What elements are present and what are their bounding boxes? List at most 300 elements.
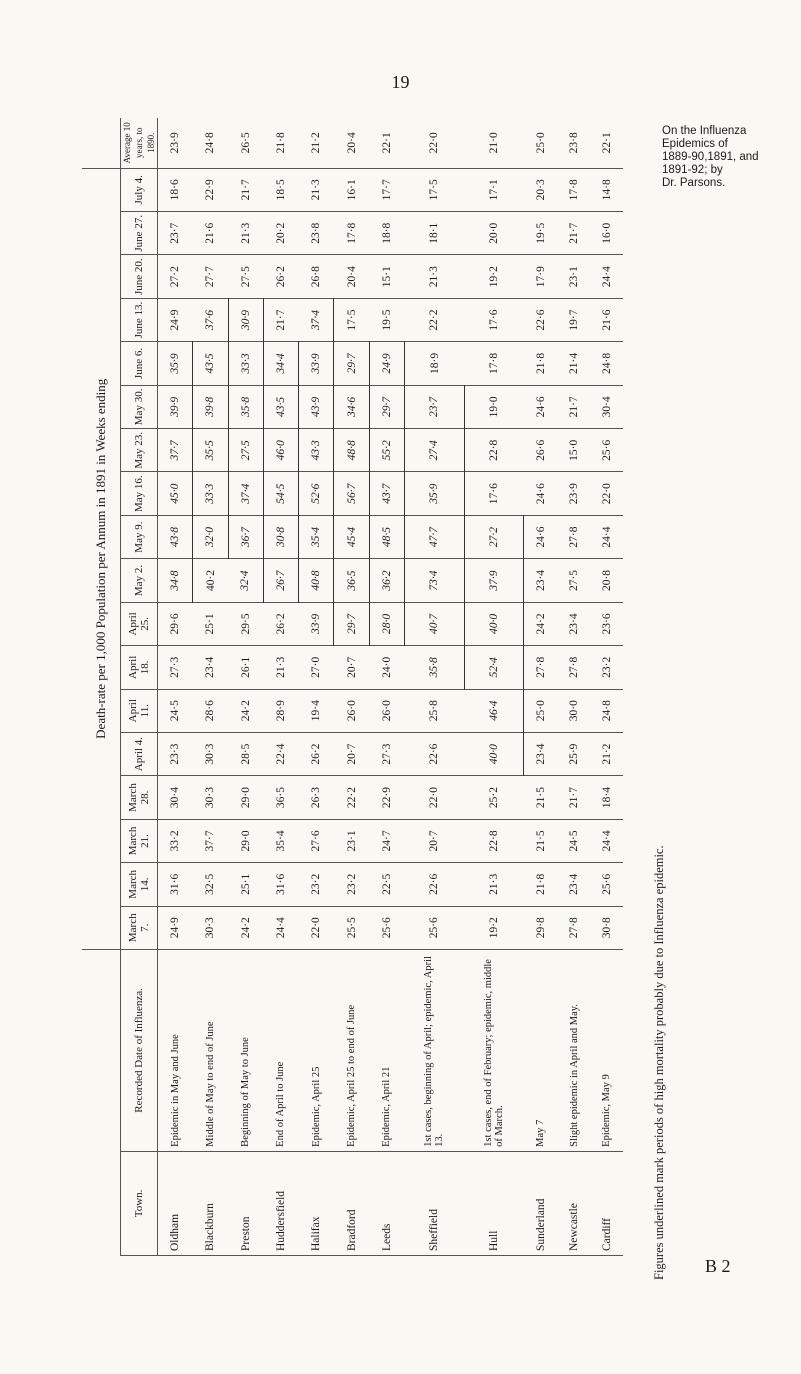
rate-cell: 21·7 — [558, 385, 591, 428]
data-table — [82, 118, 623, 1256]
side-note — [662, 125, 792, 190]
rate-cell: 40·8 — [299, 559, 334, 602]
table-row — [558, 118, 591, 1256]
rate-cell: 21·2 — [590, 732, 623, 775]
influenza-date-cell: 1st cases, beginning of April; epidemic, April 13. — [404, 949, 464, 1151]
rate-cell: 24·6 — [524, 515, 558, 558]
rate-cell: 21·7 — [228, 168, 263, 211]
rate-cell: 43·5 — [193, 342, 228, 385]
rate-cell: 23·3 — [158, 732, 193, 775]
rate-cell: 32·5 — [193, 863, 228, 906]
rate-cell: 27·6 — [299, 819, 334, 862]
rate-cell: 22·4 — [263, 732, 298, 775]
rate-cell: 28·6 — [193, 689, 228, 732]
rate-cell: 17·1 — [464, 168, 524, 211]
rate-cell: 43·8 — [158, 515, 193, 558]
influenza-date-cell: End of April to June — [263, 949, 298, 1151]
side-note-line: 1889-90,1891, and — [662, 151, 759, 163]
rate-cell: 27·8 — [558, 515, 591, 558]
rate-cell: 36·2 — [369, 559, 404, 602]
rate-cell: 25·6 — [590, 863, 623, 906]
rate-cell: 24·2 — [228, 689, 263, 732]
rate-cell: 23·4 — [558, 602, 591, 645]
rate-cell: 30·8 — [590, 906, 623, 949]
rate-cell: 24·9 — [369, 342, 404, 385]
week-header: July 4. — [121, 168, 158, 211]
rate-cell: 22·0 — [404, 776, 464, 819]
rate-cell: 27·5 — [228, 429, 263, 472]
rate-cell: 21·7 — [558, 776, 591, 819]
week-header: March 28. — [121, 776, 158, 819]
rate-cell: 22·6 — [524, 298, 558, 341]
table-row — [299, 118, 334, 1256]
average-cell: 23·8 — [558, 118, 591, 168]
rate-cell: 21·6 — [590, 298, 623, 341]
table-title: Death-rate per 1,000 Population per Annum in 1891 in Weeks ending — [82, 168, 121, 949]
rate-cell: 17·8 — [558, 168, 591, 211]
rate-cell: 17·9 — [524, 255, 558, 298]
rate-cell: 14·8 — [590, 168, 623, 211]
average-cell: 23·9 — [158, 118, 193, 168]
rate-cell: 21·8 — [524, 342, 558, 385]
rate-cell: 22·9 — [193, 168, 228, 211]
rate-cell: 23·2 — [299, 863, 334, 906]
rate-cell: 40·0 — [464, 732, 524, 775]
rate-cell: 21·6 — [193, 212, 228, 255]
town-cell: Newcastle — [558, 1151, 591, 1255]
rate-cell: 27·7 — [193, 255, 228, 298]
rate-cell: 26·7 — [263, 559, 298, 602]
week-header: May 2. — [121, 559, 158, 602]
rate-cell: 45·0 — [158, 472, 193, 515]
rate-cell: 26·2 — [263, 602, 298, 645]
rate-cell: 22·9 — [369, 776, 404, 819]
rate-cell: 22·8 — [464, 429, 524, 472]
week-header: June 27. — [121, 212, 158, 255]
rate-cell: 46·4 — [464, 689, 524, 732]
rate-cell: 30·8 — [263, 515, 298, 558]
week-header: April 18. — [121, 646, 158, 689]
average-cell: 22·1 — [590, 118, 623, 168]
table-row — [524, 118, 558, 1256]
rate-cell: 23·2 — [334, 863, 369, 906]
rate-cell: 26·3 — [299, 776, 334, 819]
rate-cell: 22·0 — [590, 472, 623, 515]
rate-cell: 33·2 — [158, 819, 193, 862]
rate-cell: 23·9 — [558, 472, 591, 515]
week-header: June 13. — [121, 298, 158, 341]
table-row — [263, 118, 298, 1256]
rate-cell: 17·6 — [464, 298, 524, 341]
rate-cell: 24·4 — [590, 819, 623, 862]
death-rate-table — [82, 118, 623, 1256]
rate-cell: 22·5 — [369, 863, 404, 906]
table-body — [158, 118, 624, 1256]
rate-cell: 25·0 — [524, 689, 558, 732]
rate-cell: 23·1 — [558, 255, 591, 298]
rate-cell: 18·9 — [404, 342, 464, 385]
rate-cell: 27·4 — [404, 429, 464, 472]
side-note-line: 1891-92; by — [662, 164, 723, 176]
rate-cell: 30·4 — [590, 385, 623, 428]
town-cell: Hull — [464, 1151, 524, 1255]
rate-cell: 24·6 — [524, 472, 558, 515]
rate-cell: 37·4 — [299, 298, 334, 341]
rate-cell: 35·5 — [193, 429, 228, 472]
town-cell: Sheffield — [404, 1151, 464, 1255]
rate-cell: 20·8 — [590, 559, 623, 602]
rate-cell: 19·5 — [369, 298, 404, 341]
rate-cell: 17·8 — [334, 212, 369, 255]
rate-cell: 33·3 — [228, 342, 263, 385]
week-header: May 16. — [121, 472, 158, 515]
rate-cell: 17·8 — [464, 342, 524, 385]
rate-cell: 27·5 — [228, 255, 263, 298]
table-row — [464, 118, 524, 1256]
rate-cell: 24·9 — [158, 906, 193, 949]
rate-cell: 26·2 — [299, 732, 334, 775]
town-cell: Blackburn — [193, 1151, 228, 1255]
blank-header — [82, 1151, 121, 1255]
rate-cell: 27·8 — [558, 646, 591, 689]
rate-cell: 33·9 — [299, 602, 334, 645]
rate-cell: 25·2 — [464, 776, 524, 819]
influenza-date-cell: 1st cases, end of February; epidemic, middle of March. — [464, 949, 524, 1151]
footnote: Figures underlined mark periods of high mortality probably due to Influenza epidemic. — [652, 845, 666, 1280]
table-row — [228, 118, 263, 1256]
rate-cell: 24·5 — [158, 689, 193, 732]
rate-cell: 23·4 — [193, 646, 228, 689]
rate-cell: 29·6 — [158, 602, 193, 645]
rate-cell: 17·7 — [369, 168, 404, 211]
table-row — [369, 118, 404, 1256]
rate-cell: 17·6 — [464, 472, 524, 515]
rate-cell: 43·9 — [299, 385, 334, 428]
rate-cell: 30·3 — [193, 732, 228, 775]
rate-cell: 26·6 — [524, 429, 558, 472]
rate-cell: 52·4 — [464, 646, 524, 689]
rate-cell: 19·2 — [464, 906, 524, 949]
rate-cell: 27·5 — [558, 559, 591, 602]
influenza-date-cell: May 7 — [524, 949, 558, 1151]
rate-cell: 24·8 — [590, 689, 623, 732]
rate-cell: 27·2 — [158, 255, 193, 298]
rate-cell: 23·4 — [524, 559, 558, 602]
rate-cell: 23·6 — [590, 602, 623, 645]
table-row — [590, 118, 623, 1256]
rate-cell: 22·8 — [464, 819, 524, 862]
rate-cell: 24·7 — [369, 819, 404, 862]
week-header: June 20. — [121, 255, 158, 298]
rate-cell: 35·4 — [263, 819, 298, 862]
rate-cell: 40·0 — [464, 602, 524, 645]
rate-cell: 19·4 — [299, 689, 334, 732]
rate-cell: 30·3 — [193, 906, 228, 949]
rate-cell: 37·6 — [193, 298, 228, 341]
table-row — [334, 118, 369, 1256]
rate-cell: 37·4 — [228, 472, 263, 515]
rate-cell: 15·0 — [558, 429, 591, 472]
side-note-line: Epidemics of — [662, 138, 728, 150]
rate-cell: 28·5 — [228, 732, 263, 775]
rate-cell: 40·2 — [193, 559, 228, 602]
rate-cell: 15·1 — [369, 255, 404, 298]
date-header: Recorded Date of Influenza. — [121, 949, 158, 1151]
rate-cell: 35·9 — [404, 472, 464, 515]
town-cell: Preston — [228, 1151, 263, 1255]
average-cell: 22·0 — [404, 118, 464, 168]
week-header: April 4. — [121, 732, 158, 775]
week-header: June 6. — [121, 342, 158, 385]
town-cell: Oldham — [158, 1151, 193, 1255]
rate-cell: 24·0 — [369, 646, 404, 689]
rate-cell: 18·8 — [369, 212, 404, 255]
rate-cell: 21·3 — [228, 212, 263, 255]
rate-cell: 23·7 — [404, 385, 464, 428]
rate-cell: 40·7 — [404, 602, 464, 645]
town-cell: Sunderland — [524, 1151, 558, 1255]
rate-cell: 35·8 — [404, 646, 464, 689]
rate-cell: 34·6 — [334, 385, 369, 428]
rate-cell: 21·5 — [524, 819, 558, 862]
rate-cell: 25·1 — [193, 602, 228, 645]
rate-cell: 28·9 — [263, 689, 298, 732]
rate-cell: 19·7 — [558, 298, 591, 341]
rate-cell: 30·4 — [158, 776, 193, 819]
rate-cell: 28·0 — [369, 602, 404, 645]
town-cell: Leeds — [369, 1151, 404, 1255]
rate-cell: 20·7 — [334, 646, 369, 689]
rate-cell: 25·8 — [404, 689, 464, 732]
rate-cell: 29·0 — [228, 776, 263, 819]
rate-cell: 46·0 — [263, 429, 298, 472]
rate-cell: 22·6 — [404, 863, 464, 906]
blank-header — [82, 949, 121, 1151]
rate-cell: 22·2 — [334, 776, 369, 819]
rate-cell: 29·8 — [524, 906, 558, 949]
rate-cell: 23·4 — [524, 732, 558, 775]
rate-cell: 29·7 — [334, 342, 369, 385]
average-cell: 25·0 — [524, 118, 558, 168]
rate-cell: 35·4 — [299, 515, 334, 558]
rate-cell: 30·9 — [228, 298, 263, 341]
rate-cell: 27·0 — [299, 646, 334, 689]
rate-cell: 34·4 — [263, 342, 298, 385]
week-header: March 21. — [121, 819, 158, 862]
rate-cell: 22·2 — [404, 298, 464, 341]
rate-cell: 39·9 — [158, 385, 193, 428]
rate-cell: 17·5 — [334, 298, 369, 341]
rate-cell: 25·6 — [590, 429, 623, 472]
rate-cell: 30·0 — [558, 689, 591, 732]
rate-cell: 29·0 — [228, 819, 263, 862]
rate-cell: 27·8 — [558, 906, 591, 949]
rate-cell: 37·9 — [464, 559, 524, 602]
rate-cell: 27·2 — [464, 515, 524, 558]
rate-cell: 36·7 — [228, 515, 263, 558]
average-cell: 21·8 — [263, 118, 298, 168]
rate-cell: 17·5 — [404, 168, 464, 211]
rate-cell: 20·7 — [334, 732, 369, 775]
rate-cell: 18·1 — [404, 212, 464, 255]
rate-cell: 25·5 — [334, 906, 369, 949]
rate-cell: 27·8 — [524, 646, 558, 689]
rate-cell: 21·5 — [524, 776, 558, 819]
side-note-line: Dr. Parsons. — [662, 177, 726, 189]
influenza-date-cell: Epidemic, April 21 — [369, 949, 404, 1151]
rate-cell: 20·7 — [404, 819, 464, 862]
rate-cell: 24·2 — [524, 602, 558, 645]
influenza-date-cell: Epidemic, April 25 — [299, 949, 334, 1151]
rate-cell: 36·5 — [334, 559, 369, 602]
page-number: 19 — [391, 72, 410, 92]
table-row — [404, 118, 464, 1256]
average-cell: 20·4 — [334, 118, 369, 168]
influenza-date-cell: Middle of May to end of June — [193, 949, 228, 1151]
rate-cell: 37·7 — [158, 429, 193, 472]
rate-cell: 21·8 — [524, 863, 558, 906]
influenza-date-cell: Epidemic, May 9 — [590, 949, 623, 1151]
week-header: May 9. — [121, 515, 158, 558]
rate-cell: 21·3 — [299, 168, 334, 211]
rate-cell: 27·3 — [158, 646, 193, 689]
rate-cell: 23·4 — [558, 863, 591, 906]
rate-cell: 24·4 — [263, 906, 298, 949]
rate-cell: 24·9 — [158, 298, 193, 341]
rate-cell: 18·4 — [590, 776, 623, 819]
average-header: Average 10 years, to 1890. — [121, 118, 158, 168]
rate-cell: 21·4 — [558, 342, 591, 385]
rate-cell: 24·2 — [228, 906, 263, 949]
rate-cell: 54·5 — [263, 472, 298, 515]
table-row — [193, 118, 228, 1256]
rate-cell: 29·7 — [369, 385, 404, 428]
rate-cell: 25·9 — [558, 732, 591, 775]
rate-cell: 24·6 — [524, 385, 558, 428]
average-cell: 22·1 — [369, 118, 404, 168]
rate-cell: 37·7 — [193, 819, 228, 862]
rate-cell: 21·3 — [404, 255, 464, 298]
rate-cell: 23·2 — [590, 646, 623, 689]
rate-cell: 18·5 — [263, 168, 298, 211]
rate-cell: 48·8 — [334, 429, 369, 472]
rate-cell: 21·7 — [263, 298, 298, 341]
rate-cell: 23·8 — [299, 212, 334, 255]
rate-cell: 24·4 — [590, 255, 623, 298]
signature-mark: B 2 — [705, 1256, 731, 1276]
rate-cell: 32·4 — [228, 559, 263, 602]
rate-cell: 26·0 — [369, 689, 404, 732]
rate-cell: 23·1 — [334, 819, 369, 862]
rate-cell: 26·8 — [299, 255, 334, 298]
rate-cell: 33·3 — [193, 472, 228, 515]
rate-cell: 24·8 — [590, 342, 623, 385]
rate-cell: 21·3 — [263, 646, 298, 689]
rate-cell: 73·4 — [404, 559, 464, 602]
rate-cell: 26·1 — [228, 646, 263, 689]
week-header: March 14. — [121, 863, 158, 906]
rate-cell: 33·9 — [299, 342, 334, 385]
rate-cell: 29·7 — [334, 602, 369, 645]
town-cell: Halifax — [299, 1151, 334, 1255]
rate-cell: 20·0 — [464, 212, 524, 255]
rate-cell: 16·0 — [590, 212, 623, 255]
average-cell: 21·0 — [464, 118, 524, 168]
rate-cell: 35·8 — [228, 385, 263, 428]
rate-cell: 56·7 — [334, 472, 369, 515]
rate-cell: 45·4 — [334, 515, 369, 558]
week-header: April 11. — [121, 689, 158, 732]
rate-cell: 26·2 — [263, 255, 298, 298]
average-cell: 24·8 — [193, 118, 228, 168]
rate-cell: 35·9 — [158, 342, 193, 385]
town-cell: Huddersfield — [263, 1151, 298, 1255]
average-cell: 21·2 — [299, 118, 334, 168]
rate-cell: 19·2 — [464, 255, 524, 298]
rate-cell: 25·6 — [404, 906, 464, 949]
rate-cell: 22·6 — [404, 732, 464, 775]
week-header: March 7. — [121, 906, 158, 949]
town-cell: Bradford — [334, 1151, 369, 1255]
rate-cell: 34·8 — [158, 559, 193, 602]
influenza-date-cell: Epidemic in May and June — [158, 949, 193, 1151]
week-header: May 30. — [121, 385, 158, 428]
blank-header — [82, 118, 121, 168]
week-header: April 25. — [121, 602, 158, 645]
rate-cell: 31·6 — [263, 863, 298, 906]
rate-cell: 26·0 — [334, 689, 369, 732]
rate-cell: 43·3 — [299, 429, 334, 472]
influenza-date-cell: Epidemic, April 25 to end of June — [334, 949, 369, 1151]
rate-cell: 24·4 — [590, 515, 623, 558]
rate-cell: 20·4 — [334, 255, 369, 298]
rate-cell: 47·7 — [404, 515, 464, 558]
influenza-date-cell: Slight epidemic in April and May. — [558, 949, 591, 1151]
side-note-line: On the Influenza — [662, 125, 747, 137]
rate-cell: 18·6 — [158, 168, 193, 211]
rotated-table-body — [82, 118, 623, 1256]
rate-cell: 21·3 — [464, 863, 524, 906]
rate-cell: 32·0 — [193, 515, 228, 558]
rate-cell: 23·7 — [158, 212, 193, 255]
rate-cell: 43·7 — [369, 472, 404, 515]
rate-cell: 19·0 — [464, 385, 524, 428]
rate-cell: 16·1 — [334, 168, 369, 211]
rate-cell: 31·6 — [158, 863, 193, 906]
rate-cell: 22·0 — [299, 906, 334, 949]
rate-cell: 21·7 — [558, 212, 591, 255]
rate-cell: 27·3 — [369, 732, 404, 775]
rate-cell: 20·3 — [524, 168, 558, 211]
rate-cell: 39·8 — [193, 385, 228, 428]
rate-cell: 25·1 — [228, 863, 263, 906]
rate-cell: 30·3 — [193, 776, 228, 819]
rate-cell: 19·5 — [524, 212, 558, 255]
rate-cell: 29·5 — [228, 602, 263, 645]
rate-cell: 25·6 — [369, 906, 404, 949]
rate-cell: 52·6 — [299, 472, 334, 515]
town-cell: Cardiff — [590, 1151, 623, 1255]
rate-cell: 24·5 — [558, 819, 591, 862]
rate-cell: 43·5 — [263, 385, 298, 428]
week-header: May 23. — [121, 429, 158, 472]
rate-cell: 48·5 — [369, 515, 404, 558]
influenza-date-cell: Beginning of May to June — [228, 949, 263, 1151]
table-row — [158, 118, 193, 1256]
rate-cell: 36·5 — [263, 776, 298, 819]
average-cell: 26·5 — [228, 118, 263, 168]
rate-cell: 55·2 — [369, 429, 404, 472]
